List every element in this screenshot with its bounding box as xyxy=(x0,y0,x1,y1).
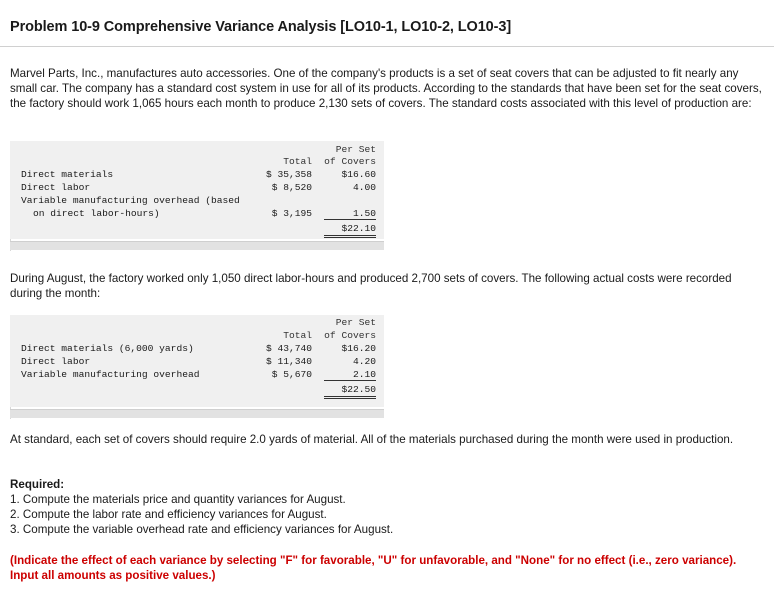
row-label-continued: on direct labor-hours) xyxy=(33,208,160,219)
row-label: Variable manufacturing overhead xyxy=(21,369,200,380)
instruction-note: (Indicate the effect of each variance by selecting "F" for favorable, "U" for unfavorable, and "None" for no effect (i.e., zero variance). Input all amounts as positive values.) xyxy=(10,554,737,582)
row-total: $ 35,358 xyxy=(265,169,312,180)
required-item: 3. Compute the variable overhead rate and efficiency variances for August. xyxy=(10,523,394,536)
row-label: Direct labor xyxy=(21,182,91,193)
header-per-set: Per Set xyxy=(335,144,376,155)
header-total: Total xyxy=(283,330,312,341)
row-total: $ 8,520 xyxy=(271,182,312,193)
standard-note-paragraph: At standard, each set of covers should require 2.0 yards of material. All of the materials purchased during the month were used in production. xyxy=(10,433,734,446)
row-label: Direct labor xyxy=(21,356,91,367)
row-per-set: 2.10 xyxy=(324,367,376,381)
standard-cost-table xyxy=(10,141,384,239)
actual-cost-table xyxy=(10,315,384,407)
total-per-set: $22.10 xyxy=(324,222,376,238)
row-label: Direct materials (6,000 yards) xyxy=(21,343,194,354)
august-paragraph: During August, the factory worked only 1,050 direct labor-hours and produced 2,700 sets of covers. The following actual costs were recorded during the month: xyxy=(10,272,732,300)
row-total: $ 5,670 xyxy=(271,369,312,380)
title-divider xyxy=(0,46,774,47)
header-of-covers: of Covers xyxy=(324,156,376,167)
table-footer-bar xyxy=(10,241,384,250)
header-of-covers: of Covers xyxy=(324,330,376,341)
row-per-set: 4.20 xyxy=(352,356,376,367)
intro-paragraph: Marvel Parts, Inc., manufactures auto accessories. One of the company's products is a set of seat covers that can be adjusted to fit nearly any small car. The company has a standard cost system in use for all of its products. According to the standards that have been set for the seat covers, the factory should work 1,065 hours each month to produce 2,130 sets of covers. The standard costs associated with this level of production are: xyxy=(10,67,762,110)
row-per-set: $16.20 xyxy=(341,343,376,354)
table-footer-bar xyxy=(10,409,384,418)
required-item: 2. Compute the labor rate and efficiency variances for August. xyxy=(10,508,327,521)
required-heading: Required: xyxy=(10,478,65,491)
header-total: Total xyxy=(283,156,312,167)
problem-title: Problem 10-9 Comprehensive Variance Analysis [LO10-1, LO10-2, LO10-3] xyxy=(10,19,512,35)
row-total: $ 43,740 xyxy=(265,343,312,354)
required-item: 1. Compute the materials price and quantity variances for August. xyxy=(10,493,346,506)
required-section xyxy=(10,477,762,537)
row-per-set: 4.00 xyxy=(352,182,376,193)
row-per-set: 1.50 xyxy=(324,206,376,220)
total-per-set: $22.50 xyxy=(324,383,376,399)
row-total: $ 11,340 xyxy=(265,356,312,367)
header-per-set: Per Set xyxy=(335,317,376,328)
row-per-set: $16.60 xyxy=(341,169,376,180)
row-label: Direct materials xyxy=(21,169,114,180)
row-total: $ 3,195 xyxy=(271,208,312,219)
row-label: Variable manufacturing overhead (based xyxy=(21,195,240,206)
